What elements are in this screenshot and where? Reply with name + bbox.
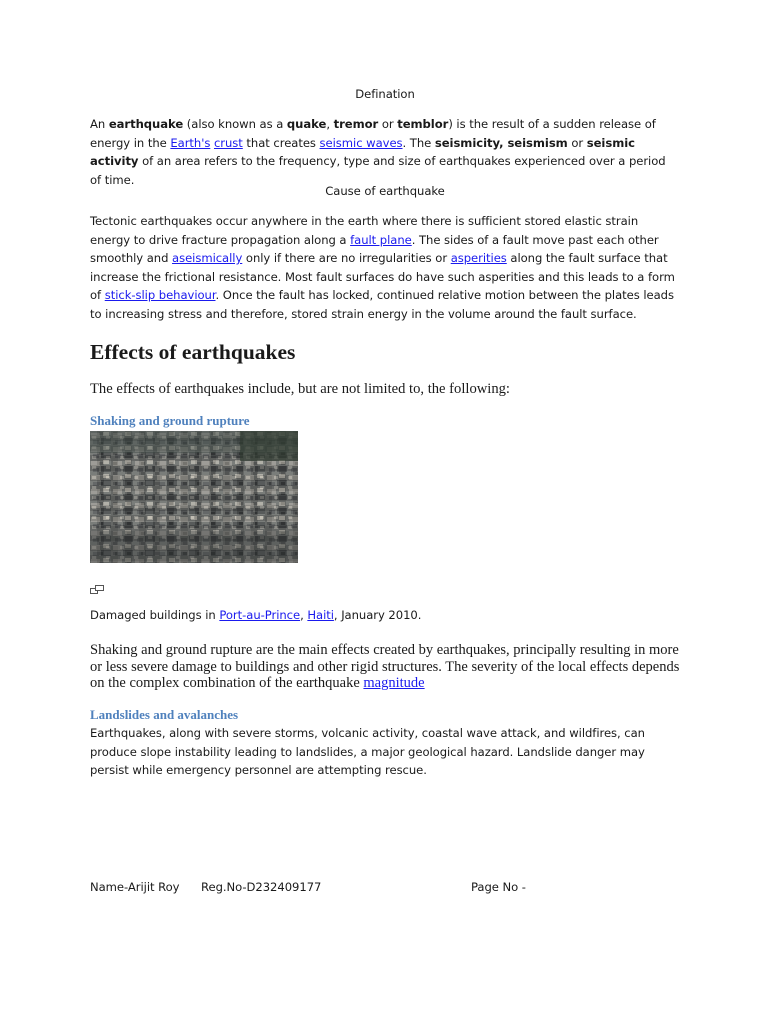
photo-graphic <box>90 431 298 563</box>
effects-intro: The effects of earthquakes include, but are not limited to, the following: <box>90 381 510 397</box>
effects-heading: Effects of earthquakes <box>90 340 296 364</box>
link-aseismically[interactable]: aseismically <box>172 251 243 265</box>
link-port-au-prince[interactable]: Port-au-Prince <box>219 608 301 622</box>
link-stick-slip-behaviour[interactable]: stick-slip behaviour <box>104 288 216 302</box>
cause-heading: Cause of earthquake <box>325 184 445 198</box>
landslides-heading: Landslides and avalanches <box>90 707 239 722</box>
shaking-paragraph: Shaking and ground rupture are the main effects created by earthquakes, principally resulting in more or less severe damage to buildings and other rigid structures. The severity of the local effects depends on the complex combination of the earthquake magnitude <box>90 642 680 691</box>
shaking-heading: Shaking and ground rupture <box>90 413 250 428</box>
enlarge-icon-graphic <box>90 585 104 595</box>
link-asperities[interactable]: asperities <box>450 251 507 265</box>
enlarge-icon[interactable] <box>90 582 104 592</box>
cause-paragraph: Tectonic earthquakes occur anywhere in the earth where there is sufficient stored elastic strain energy to drive fracture propagation along a fault plane. The sides of a fault move past each other smoothly and aseismically only if there are no irregularities or asperities along the fault surface that increase the frictional resistance. Most fault surfaces do have such asperities and this leads to a form of stick-slip behaviour. Once the fault has locked, continued relative motion between the plates leads to increasing stress and therefore, stored strain energy in the volume around the fault surface. <box>90 214 675 321</box>
definition-heading: Defination <box>355 87 415 101</box>
landslides-paragraph: Earthquakes, along with severe storms, volcanic activity, coastal wave attack, and wildfires, can produce slope instability leading to landslides, a major geological hazard. Landslide danger may persist while emergency personnel are attempting rescue. <box>90 726 645 777</box>
photo-caption: Damaged buildings in Port-au-Prince, Haiti, January 2010. <box>90 608 422 622</box>
footer-page-no: Page No - <box>471 880 526 894</box>
definition-paragraph: An earthquake (also known as a quake, tremor or temblor) is the result of a sudden release of energy in the Earth's crust that creates seismic waves. The seismicity, seismism or seismic activity of an area refers to the frequency, type and size of earthquakes experienced over a period of time. <box>90 117 666 187</box>
link-seismic-waves[interactable]: seismic waves <box>319 135 403 150</box>
footer-reg-no: Reg.No-D232409177 <box>201 880 322 894</box>
link-fault-plane[interactable]: fault plane <box>350 232 412 247</box>
footer-name: Name-Arijit Roy <box>90 880 180 894</box>
link-haiti[interactable]: Haiti <box>307 608 334 622</box>
link-crust[interactable]: crust <box>213 135 243 150</box>
link-magnitude[interactable]: magnitude <box>363 675 425 691</box>
link-earths[interactable]: Earth's <box>170 135 211 150</box>
damaged-buildings-photo[interactable] <box>90 431 298 563</box>
